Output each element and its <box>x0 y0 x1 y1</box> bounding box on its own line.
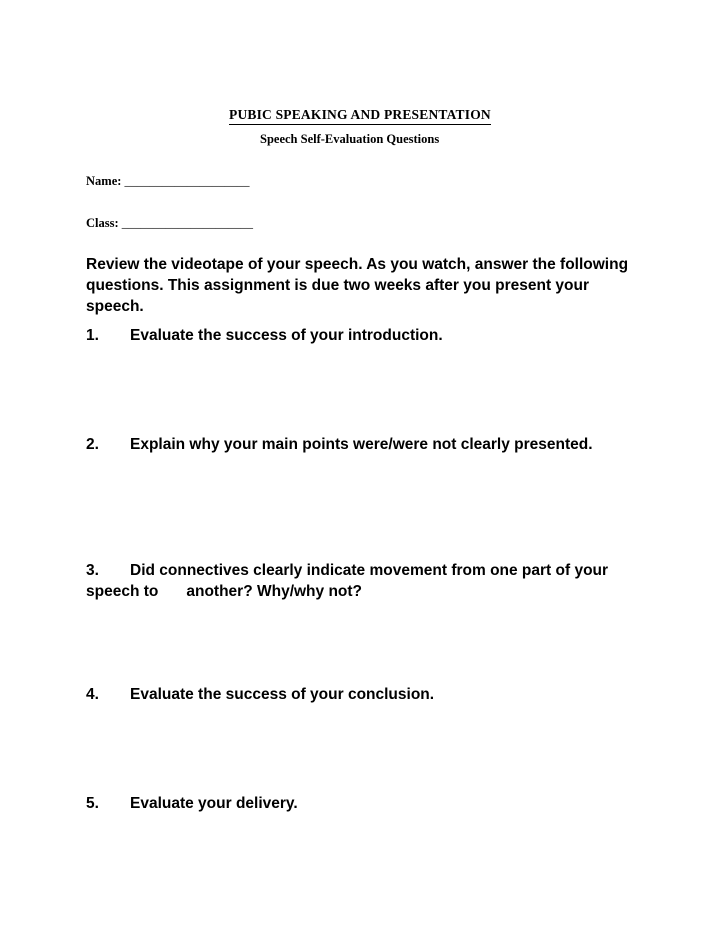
question-text-part-2: another? Why/why not? <box>186 583 363 600</box>
question-2 <box>86 434 646 455</box>
question-5 <box>86 793 646 814</box>
question-1 <box>86 325 646 346</box>
question-text-part-1: Did connectives clearly indicate movement from one part of your speech to <box>86 562 609 600</box>
name-blank-line: ____________________ <box>124 174 250 188</box>
class-field <box>86 215 253 231</box>
question-number: 4. <box>86 686 99 703</box>
question-4 <box>86 684 646 705</box>
question-number: 5. <box>86 795 99 812</box>
question-text: Evaluate the success of your introduction. <box>130 327 443 344</box>
name-field <box>86 173 250 189</box>
document-subtitle: Speech Self-Evaluation Questions <box>260 132 440 146</box>
document-title: PUBIC SPEAKING AND PRESENTATION <box>229 106 491 125</box>
name-label: Name: <box>86 174 122 188</box>
question-text: Evaluate the success of your conclusion. <box>130 686 435 703</box>
class-label: Class: <box>86 216 119 230</box>
question-3 <box>86 560 646 602</box>
class-blank-line: _____________________ <box>121 216 254 230</box>
instructions-paragraph: Review the videotape of your speech. As you watch, answer the following questions. This assignment is due two weeks after you present your speech. <box>86 256 629 315</box>
question-number: 2. <box>86 436 99 453</box>
question-text: Explain why your main points were/were not clearly presented. <box>130 436 593 453</box>
question-number: 3. <box>86 562 99 579</box>
question-number: 1. <box>86 327 99 344</box>
question-text: Evaluate your delivery. <box>130 795 298 812</box>
